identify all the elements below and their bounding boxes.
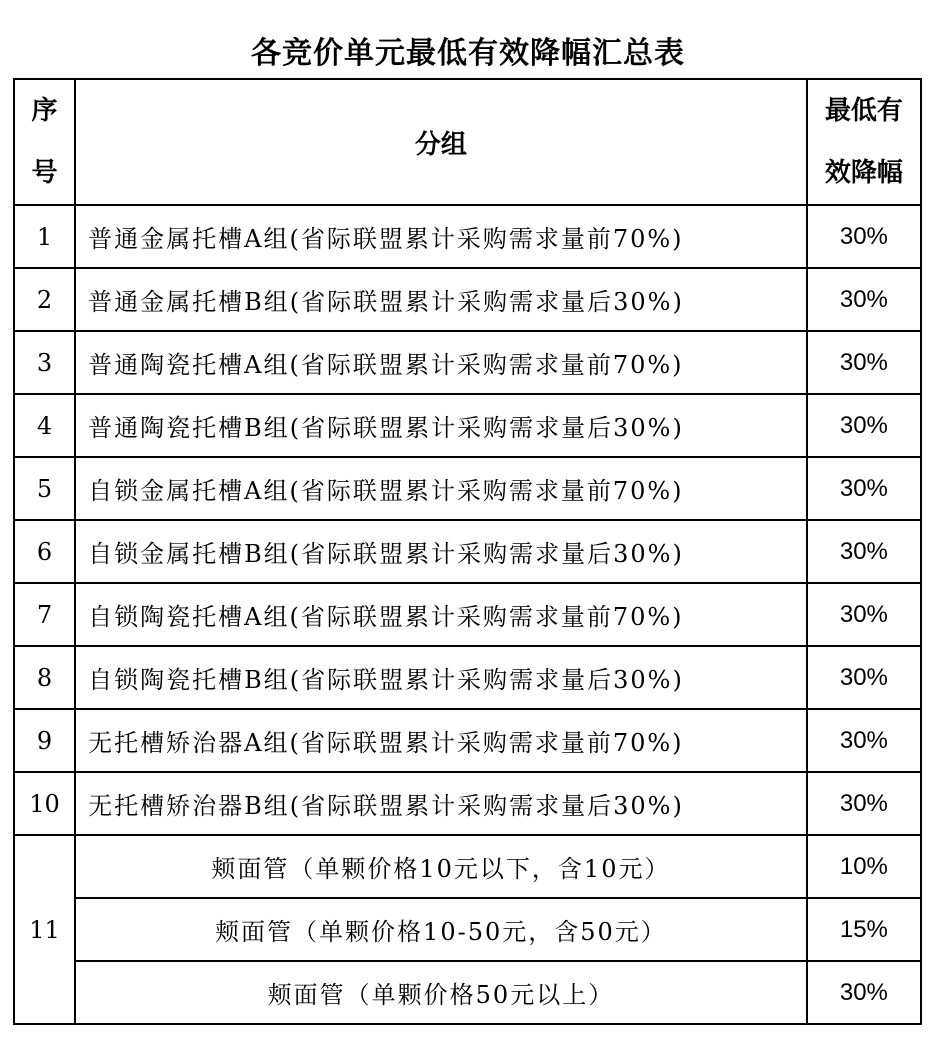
row-group: 自锁陶瓷托槽A组(省际联盟累计采购需求量前70%)	[75, 583, 807, 646]
header-pct-line2: 效降幅	[824, 158, 903, 188]
table-row	[14, 394, 921, 457]
row-group: 无托槽矫治器A组(省际联盟累计采购需求量前70%)	[75, 709, 807, 772]
table-row	[14, 961, 921, 1024]
row-group: 自锁金属托槽A组(省际联盟累计采购需求量前70%)	[75, 457, 807, 520]
row-number: 10	[14, 772, 75, 835]
row-number: 7	[14, 583, 75, 646]
table-row	[14, 898, 921, 961]
row-pct: 10%	[807, 835, 921, 898]
row-number: 8	[14, 646, 75, 709]
row-pct: 30%	[807, 457, 921, 520]
row-group: 普通金属托槽B组(省际联盟累计采购需求量后30%)	[75, 268, 807, 331]
row-group: 自锁陶瓷托槽B组(省际联盟累计采购需求量后30%)	[75, 646, 807, 709]
table-row	[14, 646, 921, 709]
header-pct-line1: 最低有	[824, 96, 903, 126]
row-pct: 30%	[807, 268, 921, 331]
row-number: 3	[14, 331, 75, 394]
row-group: 自锁金属托槽B组(省际联盟累计采购需求量后30%)	[75, 520, 807, 583]
row-pct: 15%	[807, 898, 921, 961]
row-pct: 30%	[807, 646, 921, 709]
row-group: 普通陶瓷托槽B组(省际联盟累计采购需求量后30%)	[75, 394, 807, 457]
row-number: 2	[14, 268, 75, 331]
row-group: 颊面管（单颗价格10-50元，含50元）	[75, 898, 807, 961]
row-pct: 30%	[807, 520, 921, 583]
table-row	[14, 268, 921, 331]
row-pct: 30%	[807, 772, 921, 835]
row-group: 颊面管（单颗价格50元以上）	[75, 961, 807, 1024]
header-group: 分组	[75, 79, 807, 205]
row-number: 9	[14, 709, 75, 772]
table-row	[14, 772, 921, 835]
page-title: 各竞价单元最低有效降幅汇总表	[251, 36, 685, 71]
row-pct: 30%	[807, 583, 921, 646]
table-row	[14, 331, 921, 394]
table-row	[14, 583, 921, 646]
row-number: 4	[14, 394, 75, 457]
table-row	[14, 205, 921, 268]
summary-table	[13, 78, 922, 1025]
header-serial-line1: 序	[31, 96, 58, 126]
table-row	[14, 709, 921, 772]
row-group: 无托槽矫治器B组(省际联盟累计采购需求量后30%)	[75, 772, 807, 835]
row-number: 11	[14, 835, 75, 1024]
header-serial-line2: 号	[31, 158, 58, 188]
row-group: 颊面管（单颗价格10元以下，含10元）	[75, 835, 807, 898]
header-row	[14, 79, 921, 205]
table-row	[14, 457, 921, 520]
row-group: 普通陶瓷托槽A组(省际联盟累计采购需求量前70%)	[75, 331, 807, 394]
row-number: 5	[14, 457, 75, 520]
row-pct: 30%	[807, 331, 921, 394]
row-pct: 30%	[807, 709, 921, 772]
header-serial-number	[14, 79, 75, 205]
row-number: 6	[14, 520, 75, 583]
table-row	[14, 835, 921, 898]
row-group: 普通金属托槽A组(省际联盟累计采购需求量前70%)	[75, 205, 807, 268]
header-min-reduction	[807, 79, 921, 205]
row-pct: 30%	[807, 961, 921, 1024]
row-pct: 30%	[807, 205, 921, 268]
row-pct: 30%	[807, 394, 921, 457]
table-row	[14, 520, 921, 583]
row-number: 1	[14, 205, 75, 268]
